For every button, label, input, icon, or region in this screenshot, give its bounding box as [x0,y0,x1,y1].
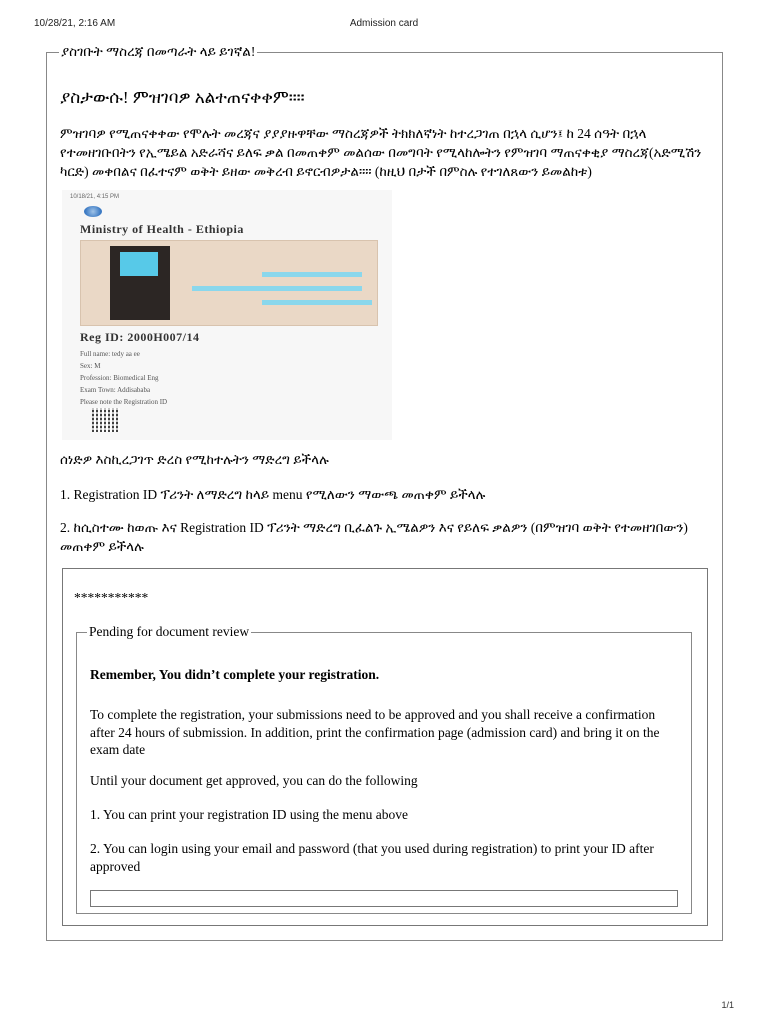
redaction-bar [262,300,372,305]
masked-text: *********** [74,590,149,605]
card-note: Please note the Registration ID [80,398,168,406]
remember-heading: Remember, You didn’t complete your registration. [90,667,380,682]
amharic-notice-body: ምዝገባዎ የሚጠናቀቀው የሞሉት መረጃና ያያያዙዋቸው ማስረጃዎች ትክክለኛነት ከተረጋገጠ በኋላ ሲሆን፤ ከ 24 ሰዓት በኋላ የተመዘገቡበትን የኢሜይል አድራሻና ይለፍ ቃል በመጠቀም መልሰው በመግባት የሚላከሎትን የምዝገባ ማጠናቀቂያ ማስረጃ(አድሚሽን ካርድ) መቀበልና በፈተናም ወቅት ይዘው መቅረብ ይኖርብዎታል።። (ከዚህ በታች በምስሉ የተገለጸውን ይመልከቱ) [60,126,702,179]
card-ministry-title: Ministry of Health - Ethiopia [80,222,244,236]
empty-box [90,890,678,907]
redaction-bar [262,272,362,277]
page-title: Admission card [349,18,419,29]
card-profession: Profession: Biomedical Eng [80,374,159,382]
page-number: 1/1 [721,1000,734,1010]
card-reg-id: Reg ID: 2000H007/14 [80,330,200,344]
amharic-until-text: ሰነድዎ እስኪረጋገጥ ድረስ የሚከተሉትን ማድረግ ይችላሉ [60,452,329,467]
card-exam-town: Exam Town: Addisababa [80,386,151,394]
pending-review-legend: Pending for document review [89,624,250,639]
redaction-bar [192,286,362,291]
admission-card-example-image [62,190,392,440]
amharic-warning-title: ያስታውሱ! ምዝገባዎ አልተጠናቀቀም።። [60,88,305,107]
card-sex: Sex: M [80,362,101,370]
amharic-item-1: 1. Registration ID ፕሪንት ለማድረግ ከላይ menu የሚለውን ማውጫ መጠቀም ይችላሉ [60,487,486,502]
print-datetime: 10/28/21, 2:16 AM [34,18,116,29]
card-full-name: Full name: tedy aa ee [80,350,140,358]
english-item-1: 1. You can print your registration ID using the menu above [90,807,408,822]
card-timestamp: 10/18/21, 4:15 PM [70,194,120,200]
photo-redaction [120,252,158,276]
english-item-2: 2. You can login using your email and password (that you used during registration) to print your ID after approved [90,841,654,874]
amharic-notice-legend: ያስገቡት ማስረጃ በመጣራት ላይ ይገኛል! [61,44,256,59]
ministry-logo-icon [84,206,102,217]
english-body: To complete the registration, your submissions need to be approved and you shall receive a confirmation after 24 hours of submission. In addition, print the confirmation page (admission card) and bring it on the exam date [90,707,660,757]
qr-code-pattern [92,408,120,432]
amharic-item-2: 2. ከሲስተሙ ከወጡ እና Registration ID ፕሪንት ማድረግ ቢፈልጉ ኢሜልዎን እና የይለፍ ቃልዎን (በምዝገባ ወቅት የተመዘገበውን) መጠቀም ይችላሉ [60,520,688,554]
english-until-text: Until your document get approved, you can do the following [90,773,418,788]
